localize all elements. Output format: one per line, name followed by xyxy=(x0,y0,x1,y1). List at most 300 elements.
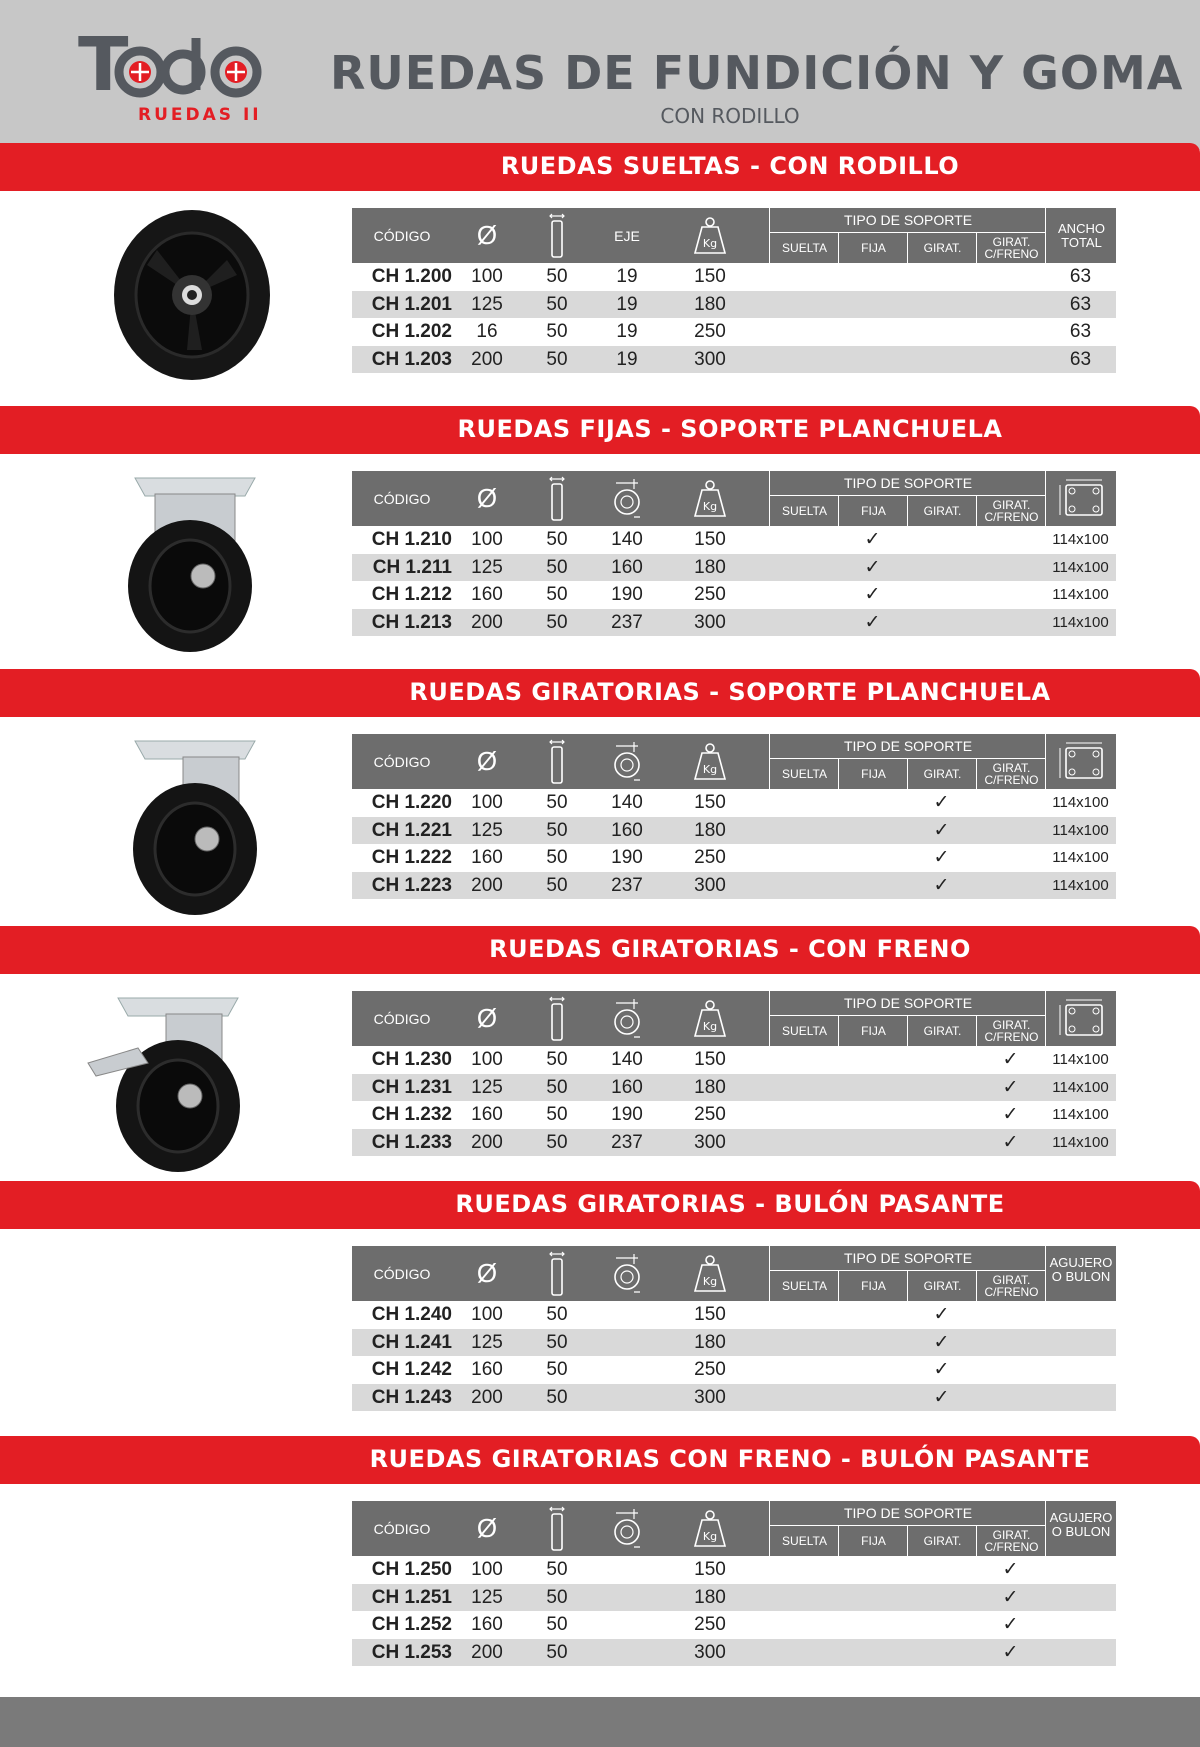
check-icon: ✓ xyxy=(1002,1104,1019,1125)
height-icon xyxy=(610,997,644,1041)
row-last-value: 114x100 xyxy=(1052,1133,1109,1151)
row-diameter: 100 xyxy=(471,1049,503,1070)
row-diameter: 100 xyxy=(471,266,503,287)
girat-header: GIRAT. xyxy=(907,1016,977,1046)
section-title: RUEDAS GIRATORIAS - CON FRENO xyxy=(489,935,971,963)
row-eje: 160 xyxy=(611,1076,643,1098)
load-header xyxy=(662,1501,758,1556)
row-code: CH 1.220 xyxy=(371,792,452,813)
row-diameter: 125 xyxy=(471,556,503,578)
suelta-header: SUELTA xyxy=(769,1271,839,1301)
row-width: 50 xyxy=(546,293,568,315)
weight-kg-icon xyxy=(693,217,727,255)
table-row xyxy=(352,1611,1116,1639)
suelta-header: SUELTA xyxy=(769,233,839,263)
row-diameter: 100 xyxy=(471,792,503,813)
weight-kg-icon xyxy=(693,1000,727,1038)
row-load: 180 xyxy=(694,819,726,841)
svg-text:Kg: Kg xyxy=(702,762,718,776)
height-icon xyxy=(610,740,644,784)
row-last-value: 114x100 xyxy=(1052,586,1109,603)
plate-dimensions-icon xyxy=(1057,477,1107,521)
row-width: 50 xyxy=(546,1586,568,1608)
girat-header: GIRAT. xyxy=(907,1526,977,1556)
row-diameter: 100 xyxy=(471,1559,503,1580)
table-row xyxy=(352,554,1116,582)
row-last-value xyxy=(1045,1384,1116,1412)
row-last-value xyxy=(1045,1639,1116,1667)
table-row xyxy=(352,1639,1116,1667)
row-code: CH 1.221 xyxy=(371,819,452,841)
suelta-header: SUELTA xyxy=(769,1016,839,1046)
svg-text:T: T xyxy=(78,28,123,108)
row-code: CH 1.211 xyxy=(372,556,452,578)
row-load: 150 xyxy=(694,266,726,287)
row-diameter: 160 xyxy=(471,1614,503,1635)
row-code: CH 1.202 xyxy=(371,321,452,342)
section-2 xyxy=(0,406,1200,656)
row-code: CH 1.241 xyxy=(371,1331,452,1353)
row-code: CH 1.213 xyxy=(371,611,452,633)
row-width: 50 xyxy=(546,529,568,550)
width-header xyxy=(522,208,592,263)
girat-header: GIRAT. xyxy=(907,233,977,263)
row-last-value xyxy=(1045,1584,1116,1612)
row-last-value xyxy=(1045,1301,1116,1329)
row-width: 50 xyxy=(546,1304,568,1325)
fija-header: FIJA xyxy=(838,496,908,526)
row-width: 50 xyxy=(546,348,568,370)
table-row xyxy=(352,581,1116,609)
girat-header: GIRAT. xyxy=(907,1271,977,1301)
row-load: 250 xyxy=(694,1104,726,1125)
row-eje: 19 xyxy=(616,321,638,342)
row-eje: 140 xyxy=(611,1049,643,1070)
check-icon: ✓ xyxy=(1002,1559,1019,1580)
table-row xyxy=(352,609,1116,637)
todo-ruedas-logo xyxy=(78,28,288,128)
girat-freno-header: GIRAT. C/FRENO xyxy=(976,1526,1046,1556)
row-diameter: 160 xyxy=(471,584,503,605)
spec-table xyxy=(352,471,1116,636)
row-eje: 237 xyxy=(611,874,643,896)
check-icon: ✓ xyxy=(1002,1614,1019,1635)
caster-wheel-image xyxy=(95,731,295,926)
row-last-value: 114x100 xyxy=(1052,1078,1109,1096)
spec-table xyxy=(352,991,1116,1156)
table-row xyxy=(352,1301,1116,1329)
check-icon: ✓ xyxy=(1002,1586,1019,1608)
row-load: 180 xyxy=(694,556,726,578)
height-header xyxy=(592,471,662,526)
row-last-value xyxy=(1045,1556,1116,1584)
check-icon: ✓ xyxy=(933,1304,950,1325)
row-eje: 140 xyxy=(611,792,643,813)
table-row xyxy=(352,1584,1116,1612)
caster-wheel-image xyxy=(107,205,277,390)
row-last-value: 114x100 xyxy=(1052,558,1109,576)
check-icon: ✓ xyxy=(933,1386,950,1408)
row-eje xyxy=(592,1611,662,1639)
row-eje: 190 xyxy=(611,1104,643,1125)
row-last-value: 114x100 xyxy=(1052,1106,1109,1123)
row-load: 150 xyxy=(694,792,726,813)
height-icon xyxy=(610,1507,644,1551)
width-header xyxy=(522,1501,592,1556)
codigo-header: CÓDIGO xyxy=(373,227,431,244)
row-diameter: 200 xyxy=(471,1641,503,1663)
row-last-value: 63 xyxy=(1069,266,1092,287)
row-last-value: 114x100 xyxy=(1052,849,1109,866)
row-last-value: 63 xyxy=(1069,321,1092,342)
check-icon: ✓ xyxy=(933,1359,950,1380)
diameter-icon: Ø xyxy=(476,1258,498,1288)
table-row xyxy=(352,263,1116,291)
width-icon xyxy=(549,476,565,522)
table-header xyxy=(352,1501,1116,1556)
fija-header: FIJA xyxy=(838,1016,908,1046)
weight-kg-icon xyxy=(693,743,727,781)
row-width: 50 xyxy=(546,1049,568,1070)
row-code: CH 1.223 xyxy=(371,874,452,896)
page-subtitle: CON RODILLO xyxy=(660,104,800,128)
girat-freno-header: GIRAT. C/FRENO xyxy=(976,233,1046,263)
height-header xyxy=(592,1246,662,1301)
fija-header: FIJA xyxy=(838,1271,908,1301)
row-eje: 19 xyxy=(616,348,638,370)
load-header xyxy=(662,734,758,789)
plate-size-header xyxy=(1045,991,1117,1046)
row-eje xyxy=(592,1556,662,1584)
row-last-value: 114x100 xyxy=(1052,821,1109,839)
section-title: RUEDAS GIRATORIAS CON FRENO - BULÓN PASANTE xyxy=(369,1445,1091,1473)
plate-size-header xyxy=(1045,471,1117,526)
eje-header: EJE xyxy=(614,227,640,244)
check-icon: ✓ xyxy=(1002,1131,1019,1153)
load-header xyxy=(662,208,758,263)
section-3 xyxy=(0,669,1200,919)
plate-dimensions-icon xyxy=(1057,997,1107,1041)
agujero-bulon-header: AGUJERO O BULON xyxy=(1045,1501,1116,1556)
width-icon xyxy=(549,1251,565,1297)
girat-freno-header: GIRAT. C/FRENO xyxy=(976,1271,1046,1301)
section-title: RUEDAS FIJAS - SOPORTE PLANCHUELA xyxy=(457,415,1003,443)
row-last-value: 63 xyxy=(1069,293,1092,315)
tipo-soporte-header: TIPO DE SOPORTE xyxy=(769,1501,1046,1526)
row-code: CH 1.233 xyxy=(371,1131,452,1153)
row-code: CH 1.231 xyxy=(371,1076,452,1098)
row-width: 50 xyxy=(546,819,568,841)
codigo-header: CÓDIGO xyxy=(373,1010,431,1027)
row-load: 150 xyxy=(694,1559,726,1580)
row-load: 300 xyxy=(694,1641,726,1663)
table-row xyxy=(352,1556,1116,1584)
row-eje: 237 xyxy=(611,611,643,633)
table-row xyxy=(352,1101,1116,1129)
row-last-value xyxy=(1045,1356,1116,1384)
width-icon xyxy=(549,1506,565,1552)
height-header xyxy=(592,734,662,789)
section-title: RUEDAS GIRATORIAS - BULÓN PASANTE xyxy=(455,1190,1005,1218)
check-icon: ✓ xyxy=(933,792,950,813)
row-width: 50 xyxy=(546,584,568,605)
svg-text:Kg: Kg xyxy=(702,499,718,513)
table-row xyxy=(352,1329,1116,1357)
row-load: 180 xyxy=(694,1076,726,1098)
tipo-soporte-header: TIPO DE SOPORTE xyxy=(769,208,1046,233)
row-load: 180 xyxy=(694,293,726,315)
table-row xyxy=(352,526,1116,554)
page-footer xyxy=(0,1697,1200,1747)
row-code: CH 1.230 xyxy=(371,1049,452,1070)
tipo-soporte-header: TIPO DE SOPORTE xyxy=(769,471,1046,496)
spec-table xyxy=(352,734,1116,899)
tipo-soporte-header: TIPO DE SOPORTE xyxy=(769,991,1046,1016)
fija-header: FIJA xyxy=(838,233,908,263)
row-diameter: 200 xyxy=(471,874,503,896)
row-width: 50 xyxy=(546,611,568,633)
height-header xyxy=(592,991,662,1046)
agujero-bulon-header: AGUJERO O BULON xyxy=(1045,1246,1116,1301)
section-1 xyxy=(0,143,1200,393)
row-last-value: 63 xyxy=(1069,348,1092,370)
row-load: 150 xyxy=(694,529,726,550)
row-eje: 190 xyxy=(611,847,643,868)
row-eje: 190 xyxy=(611,584,643,605)
codigo-header: CÓDIGO xyxy=(373,1520,431,1537)
diameter-icon: Ø xyxy=(476,746,498,776)
width-icon xyxy=(549,213,565,259)
codigo-header: CÓDIGO xyxy=(373,753,431,770)
diameter-icon: Ø xyxy=(476,220,498,250)
width-header xyxy=(522,734,592,789)
check-icon: ✓ xyxy=(1002,1076,1019,1098)
row-load: 250 xyxy=(694,847,726,868)
table-header xyxy=(352,991,1116,1046)
check-icon: ✓ xyxy=(864,556,881,578)
row-code: CH 1.243 xyxy=(371,1386,452,1408)
codigo-header: CÓDIGO xyxy=(373,490,431,507)
row-diameter: 125 xyxy=(471,1586,503,1608)
row-width: 50 xyxy=(546,792,568,813)
spec-table xyxy=(352,1501,1116,1666)
row-load: 300 xyxy=(694,1386,726,1408)
row-diameter: 160 xyxy=(471,1104,503,1125)
fija-header: FIJA xyxy=(838,759,908,789)
row-code: CH 1.210 xyxy=(371,529,452,550)
check-icon: ✓ xyxy=(933,819,950,841)
row-eje: 160 xyxy=(611,556,643,578)
row-eje xyxy=(592,1329,662,1357)
check-icon: ✓ xyxy=(1002,1641,1019,1663)
table-header xyxy=(352,734,1116,789)
row-last-value: 114x100 xyxy=(1052,613,1109,631)
row-diameter: 200 xyxy=(471,611,503,633)
suelta-header: SUELTA xyxy=(769,1526,839,1556)
spec-table xyxy=(352,1246,1116,1411)
tipo-soporte-header: TIPO DE SOPORTE xyxy=(769,734,1046,759)
plate-size-header xyxy=(1045,734,1117,789)
table-row xyxy=(352,844,1116,872)
row-eje xyxy=(592,1301,662,1329)
load-header xyxy=(662,991,758,1046)
fija-header: FIJA xyxy=(838,1526,908,1556)
svg-text:Kg: Kg xyxy=(702,1019,718,1033)
section-title: RUEDAS GIRATORIAS - SOPORTE PLANCHUELA xyxy=(409,678,1051,706)
row-eje xyxy=(592,1584,662,1612)
girat-freno-header: GIRAT. C/FRENO xyxy=(976,496,1046,526)
section-5 xyxy=(0,1181,1200,1431)
row-width: 50 xyxy=(546,1386,568,1408)
row-eje xyxy=(592,1384,662,1412)
table-row xyxy=(352,318,1116,346)
row-diameter: 125 xyxy=(471,1076,503,1098)
width-header xyxy=(522,1246,592,1301)
tipo-soporte-header: TIPO DE SOPORTE xyxy=(769,1246,1046,1271)
table-row xyxy=(352,789,1116,817)
check-icon: ✓ xyxy=(864,584,881,605)
codigo-header: CÓDIGO xyxy=(373,1265,431,1282)
row-diameter: 125 xyxy=(471,819,503,841)
row-load: 300 xyxy=(694,611,726,633)
row-load: 250 xyxy=(694,1614,726,1635)
girat-freno-header: GIRAT. C/FRENO xyxy=(976,1016,1046,1046)
svg-text:Kg: Kg xyxy=(702,1529,718,1543)
check-icon: ✓ xyxy=(933,874,950,896)
row-width: 50 xyxy=(546,874,568,896)
row-load: 250 xyxy=(694,1359,726,1380)
row-code: CH 1.253 xyxy=(371,1641,452,1663)
load-header xyxy=(662,471,758,526)
row-width: 50 xyxy=(546,1104,568,1125)
row-code: CH 1.240 xyxy=(371,1304,452,1325)
row-code: CH 1.203 xyxy=(371,348,452,370)
row-width: 50 xyxy=(546,1614,568,1635)
suelta-header: SUELTA xyxy=(769,496,839,526)
row-last-value xyxy=(1045,1329,1116,1357)
row-last-value: 114x100 xyxy=(1052,531,1109,548)
row-width: 50 xyxy=(546,847,568,868)
row-eje xyxy=(592,1639,662,1667)
section-banner xyxy=(0,406,1200,454)
row-code: CH 1.242 xyxy=(371,1359,452,1380)
table-header xyxy=(352,1246,1116,1301)
weight-kg-icon xyxy=(693,480,727,518)
diameter-icon: Ø xyxy=(476,1513,498,1543)
width-icon xyxy=(549,739,565,785)
check-icon: ✓ xyxy=(1002,1049,1019,1070)
row-code: CH 1.222 xyxy=(371,847,452,868)
row-diameter: 200 xyxy=(471,348,503,370)
width-header xyxy=(522,471,592,526)
table-header xyxy=(352,471,1116,526)
row-load: 180 xyxy=(694,1331,726,1353)
row-eje: 19 xyxy=(616,266,638,287)
width-icon xyxy=(549,996,565,1042)
check-icon: ✓ xyxy=(933,1331,950,1353)
table-row xyxy=(352,1129,1116,1157)
table-row xyxy=(352,872,1116,900)
row-diameter: 125 xyxy=(471,293,503,315)
row-eje: 237 xyxy=(611,1131,643,1153)
row-code: CH 1.232 xyxy=(371,1104,452,1125)
row-eje: 160 xyxy=(611,819,643,841)
row-code: CH 1.251 xyxy=(371,1586,452,1608)
row-load: 150 xyxy=(694,1049,726,1070)
height-icon xyxy=(610,1252,644,1296)
section-banner xyxy=(0,669,1200,717)
row-diameter: 160 xyxy=(471,847,503,868)
girat-freno-header: GIRAT. C/FRENO xyxy=(976,759,1046,789)
suelta-header: SUELTA xyxy=(769,759,839,789)
load-header xyxy=(662,1246,758,1301)
plate-dimensions-icon xyxy=(1057,740,1107,784)
width-header xyxy=(522,991,592,1046)
row-width: 50 xyxy=(546,266,568,287)
row-code: CH 1.200 xyxy=(371,266,452,287)
row-width: 50 xyxy=(546,321,568,342)
table-row xyxy=(352,1384,1116,1412)
row-code: CH 1.252 xyxy=(371,1614,452,1635)
row-last-value: 114x100 xyxy=(1052,794,1109,811)
girat-header: GIRAT. xyxy=(907,496,977,526)
row-load: 150 xyxy=(694,1304,726,1325)
row-diameter: 200 xyxy=(471,1386,503,1408)
row-eje: 19 xyxy=(616,293,638,315)
diameter-icon: Ø xyxy=(476,483,498,513)
row-load: 300 xyxy=(694,1131,726,1153)
row-last-value xyxy=(1045,1611,1116,1639)
table-row xyxy=(352,1074,1116,1102)
row-width: 50 xyxy=(546,1331,568,1353)
check-icon: ✓ xyxy=(864,529,881,550)
page-header xyxy=(0,0,1200,150)
section-banner xyxy=(0,143,1200,191)
section-title: RUEDAS SUELTAS - CON RODILLO xyxy=(500,152,960,180)
row-last-value: 114x100 xyxy=(1052,876,1109,894)
table-row xyxy=(352,1356,1116,1384)
row-width: 50 xyxy=(546,1559,568,1580)
row-code: CH 1.201 xyxy=(371,293,452,315)
diameter-icon: Ø xyxy=(476,1003,498,1033)
row-code: CH 1.212 xyxy=(371,584,452,605)
row-width: 50 xyxy=(546,1641,568,1663)
section-banner xyxy=(0,926,1200,974)
row-width: 50 xyxy=(546,1359,568,1380)
ancho-total-header: ANCHO TOTAL xyxy=(1045,208,1117,263)
row-diameter: 100 xyxy=(471,1304,503,1325)
row-load: 180 xyxy=(694,1586,726,1608)
row-diameter: 100 xyxy=(471,529,503,550)
height-icon xyxy=(610,477,644,521)
weight-kg-icon xyxy=(693,1255,727,1293)
section-6 xyxy=(0,1436,1200,1686)
row-load: 300 xyxy=(694,874,726,896)
table-row xyxy=(352,291,1116,319)
row-load: 300 xyxy=(694,348,726,370)
check-icon: ✓ xyxy=(864,611,881,633)
height-header xyxy=(592,1501,662,1556)
row-load: 250 xyxy=(694,321,726,342)
row-diameter: 125 xyxy=(471,1331,503,1353)
weight-kg-icon xyxy=(693,1510,727,1548)
row-diameter: 200 xyxy=(471,1131,503,1153)
page-title: RUEDAS DE FUNDICIÓN Y GOMA xyxy=(330,46,1184,100)
row-width: 50 xyxy=(546,556,568,578)
caster-wheel-image xyxy=(95,468,295,663)
row-diameter: 160 xyxy=(471,1359,503,1380)
section-banner xyxy=(0,1181,1200,1229)
